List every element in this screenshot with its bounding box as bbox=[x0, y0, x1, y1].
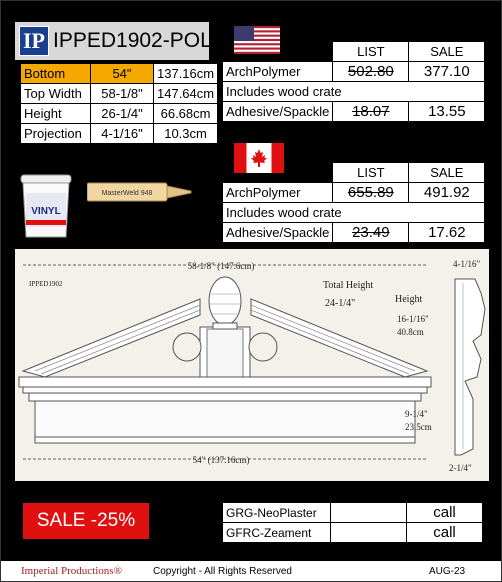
crate-note: Includes wood crate bbox=[223, 203, 485, 223]
base-height-in-dim: 9-1/4" bbox=[405, 409, 428, 419]
spec-row bbox=[21, 104, 218, 124]
total-height-label: Total Height bbox=[323, 280, 374, 291]
brand-logo: IP bbox=[19, 26, 49, 56]
price-row bbox=[223, 203, 485, 223]
product-name: Adhesive/Spackle bbox=[223, 102, 333, 122]
spec-inches: 58-1/8" bbox=[91, 84, 154, 104]
adhesive-tube-icon bbox=[87, 180, 197, 204]
us-price-table bbox=[222, 41, 485, 122]
sale-price: 491.92 bbox=[409, 183, 485, 203]
spec-inches: 4-1/16" bbox=[91, 124, 154, 144]
tub-label: VINYL bbox=[31, 206, 61, 217]
spec-cm: 137.16cm bbox=[154, 64, 218, 84]
spec-label: Top Width bbox=[21, 84, 91, 104]
crate-note: Includes wood crate bbox=[223, 82, 485, 102]
spackle-tub-icon bbox=[19, 173, 73, 239]
side-bottom-dim: 2-1/4" bbox=[449, 463, 472, 473]
drawing-code: IPPED1902 bbox=[29, 280, 63, 288]
sale-header: SALE bbox=[409, 42, 485, 62]
sale-price: 377.10 bbox=[409, 62, 485, 82]
spec-label: Bottom bbox=[21, 64, 91, 84]
material-name: GRG-NeoPlaster bbox=[223, 503, 331, 523]
list-price: 502.80 bbox=[347, 63, 394, 80]
pediment-drawing bbox=[15, 249, 489, 481]
price-row bbox=[223, 62, 485, 82]
sale-price: 17.62 bbox=[409, 223, 485, 243]
alt-row bbox=[223, 523, 483, 543]
footer-date: AUG-23 bbox=[429, 566, 466, 577]
product-name: Adhesive/Spackle bbox=[223, 223, 333, 243]
total-height-dim: 24-1/4" bbox=[325, 298, 356, 309]
product-name: ArchPolymer bbox=[223, 62, 333, 82]
spec-cm: 66.68cm bbox=[154, 104, 218, 124]
footer-brand: Imperial Productions® bbox=[21, 565, 122, 577]
bottom-width-dim: 54" (137.16cm) bbox=[192, 455, 250, 465]
spec-table bbox=[20, 63, 218, 144]
list-price: 23.49 bbox=[352, 224, 390, 241]
list-price: 18.07 bbox=[352, 103, 390, 120]
spec-row bbox=[21, 64, 218, 84]
alt-row bbox=[223, 503, 483, 523]
footer-copyright: Copyright - All Rights Reserved bbox=[153, 566, 292, 577]
top-width-dim: 58-1/8" (147.6cm) bbox=[187, 261, 255, 271]
spec-inches: 54" bbox=[91, 64, 154, 84]
spec-inches: 26-1/4" bbox=[91, 104, 154, 124]
model-number: IPPED1902-POL bbox=[53, 29, 212, 52]
spec-label: Projection bbox=[21, 124, 91, 144]
footer bbox=[1, 561, 501, 581]
price-row bbox=[223, 183, 485, 203]
spec-cm: 10.3cm bbox=[154, 124, 218, 144]
tube-label: MasterWeld 948 bbox=[101, 190, 153, 197]
list-header: LIST bbox=[333, 42, 409, 62]
projection-dim: 4-1/16" bbox=[453, 259, 481, 269]
height-cm-dim: 40.8cm bbox=[397, 327, 424, 337]
list-price: 655.89 bbox=[347, 184, 394, 201]
spec-label: Height bbox=[21, 104, 91, 124]
price-row bbox=[223, 82, 485, 102]
material-price: call bbox=[407, 523, 483, 543]
price-row bbox=[223, 102, 485, 122]
spec-row bbox=[21, 124, 218, 144]
material-name: GFRC-Zeament bbox=[223, 523, 331, 543]
spec-row bbox=[21, 84, 218, 104]
sale-price: 13.55 bbox=[409, 102, 485, 122]
height-label: Height bbox=[395, 294, 423, 305]
sale-header: SALE bbox=[409, 163, 485, 183]
alt-material-table bbox=[222, 502, 483, 543]
product-name: ArchPolymer bbox=[223, 183, 333, 203]
material-price: call bbox=[407, 503, 483, 523]
sale-badge: SALE -25% bbox=[23, 503, 149, 539]
height-in-dim: 16-1/16" bbox=[397, 314, 429, 324]
list-header: LIST bbox=[333, 163, 409, 183]
price-row bbox=[223, 223, 485, 243]
ca-price-table bbox=[222, 162, 485, 243]
base-height-cm-dim: 23.5cm bbox=[405, 422, 432, 432]
spec-cm: 147.64cm bbox=[154, 84, 218, 104]
